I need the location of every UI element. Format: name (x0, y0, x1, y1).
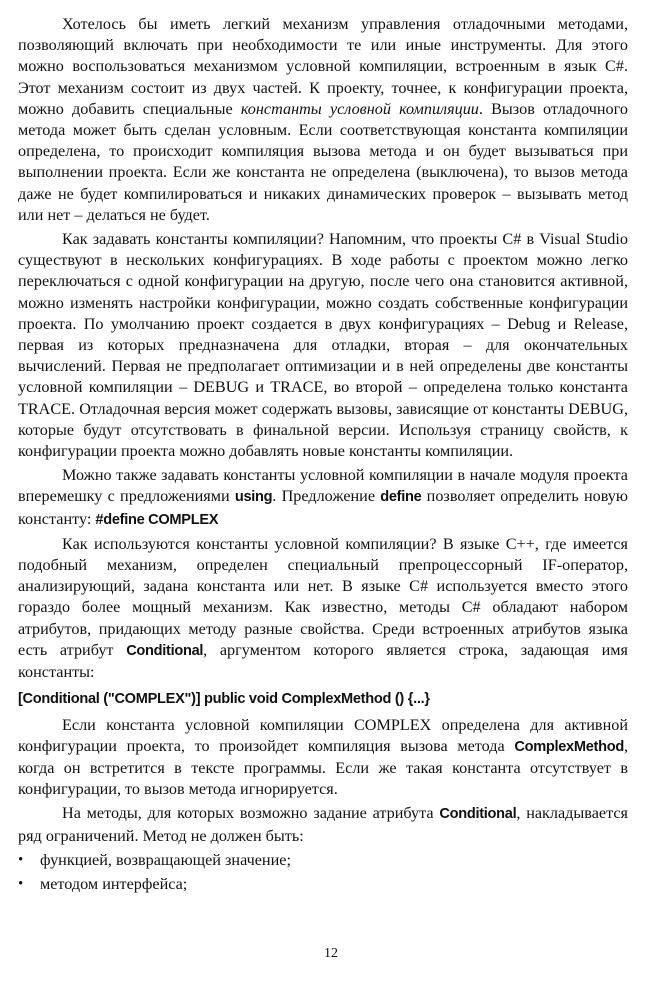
page-number: 12 (324, 946, 338, 961)
text-span: , накладывается ряд ограничений. Метод не должен быть: (18, 804, 628, 845)
keyword-complexmethod: ComplexMethod (514, 738, 624, 755)
bullet-icon: • (18, 875, 24, 892)
italic-term: константы условной компиляции (240, 99, 479, 118)
text-span: . Вызов отладочного метода может быть сделан условным. Если соответствующая константа компиляции определена, то происходит компиляция вызова метода и он будет вызываться при выполнении проекта. Если же константа не определена (выключена), то вызов метода даже не будет компилироваться и никаких динамических проверок – вызывать метод или нет – делаться не будет. (18, 99, 628, 224)
text-span: , аргументом которого является строка, задающая имя константы: (18, 640, 628, 682)
text-span: позволяет определить новую константу: (18, 487, 628, 528)
text-span: На методы, для которых возможно задание атрибута (62, 804, 440, 823)
text-span: Как используются константы условной компиляции? В языке C++, где имеется подобный механизм, определен специальный препроцессорный IF-оператор, анализирующий, задана константа или нет. В языке C# используется вместо этого гораздо более мощный механизм. Как известно, методы C# обладают набором атрибутов, придающих методу разные свойства. Среди встроенных атрибутов языка есть атрибут (18, 534, 628, 659)
body-text (18, 14, 628, 898)
paragraph-define (18, 465, 628, 531)
code-example: [Conditional ("COMPLEX")] public void ComplexMethod () {...} (18, 691, 430, 708)
paragraph-configurations: Как задавать константы компиляции? Напомним, что проекты C# в Visual Studio существуют в нескольких конфигурациях. В ходе работы с проектом можно легко переключаться с одной конфигурации на другую, после чего она становится активной, можно изменять настройки конфигурации, можно создать собственные конфигурации проекта. По умолчанию проект создается в двух конфигурациях – Debug и Release, первая из которых предназначена для отладки, вторая – для окончательных вычислений. Первая не предполагает оптимизации и в ней определены две константы условной компиляции – DEBUG и TRACE, во второй – определена только константа TRACE. Отладочная версия может содержать вызовы, зависящие от константы DEBUG, которые будут отсутствовать в финальной версии. Используя страницу свойств, к конфигурации проекта можно добавлять новые константы компиляции. (18, 230, 628, 461)
restrictions-list (18, 850, 628, 895)
text-span: , когда он встретится в тексте программы. Если же такая константа отсутствует в конфигурации, то вызов метода игнорируется. (18, 736, 628, 799)
paragraph-conditional (18, 534, 628, 683)
list-item-text: методом интерфейса; (40, 874, 188, 893)
paragraph-intro (18, 14, 628, 226)
paragraph-complex-method (18, 715, 628, 801)
bullet-icon: • (18, 851, 24, 868)
list-item (18, 874, 628, 895)
text-span: Если константа условной компиляции COMPLEX определена для активной конфигурации проекта, то произойдет компиляция вызова метода (18, 715, 628, 755)
list-item (18, 850, 628, 871)
keyword-conditional: Conditional (126, 642, 204, 659)
keyword-define: define (380, 489, 422, 506)
paragraph-restrictions (18, 803, 628, 846)
keyword-using: using (234, 489, 273, 506)
text-span: . Предложение (272, 487, 381, 506)
keyword-conditional: Conditional (439, 806, 517, 823)
text-span: Можно также задавать константы условной компиляции в начале модуля проекта вперемешку с предложениями (18, 466, 628, 506)
text-span: Хотелось бы иметь легкий механизм управления отладочными методами, позволяющий включать при необходимости те или иные инструменты. Для этого можно воспользоваться механизмом условной компиляции, встроенным в язык C#. Этот механизм состоит из двух частей. К проекту, точнее, к конфигурации проекта, можно добавить специальные (18, 15, 628, 118)
code-define-complex: #define COMPLEX (95, 511, 219, 528)
list-item-text: функцией, возвращающей значение; (40, 850, 291, 869)
